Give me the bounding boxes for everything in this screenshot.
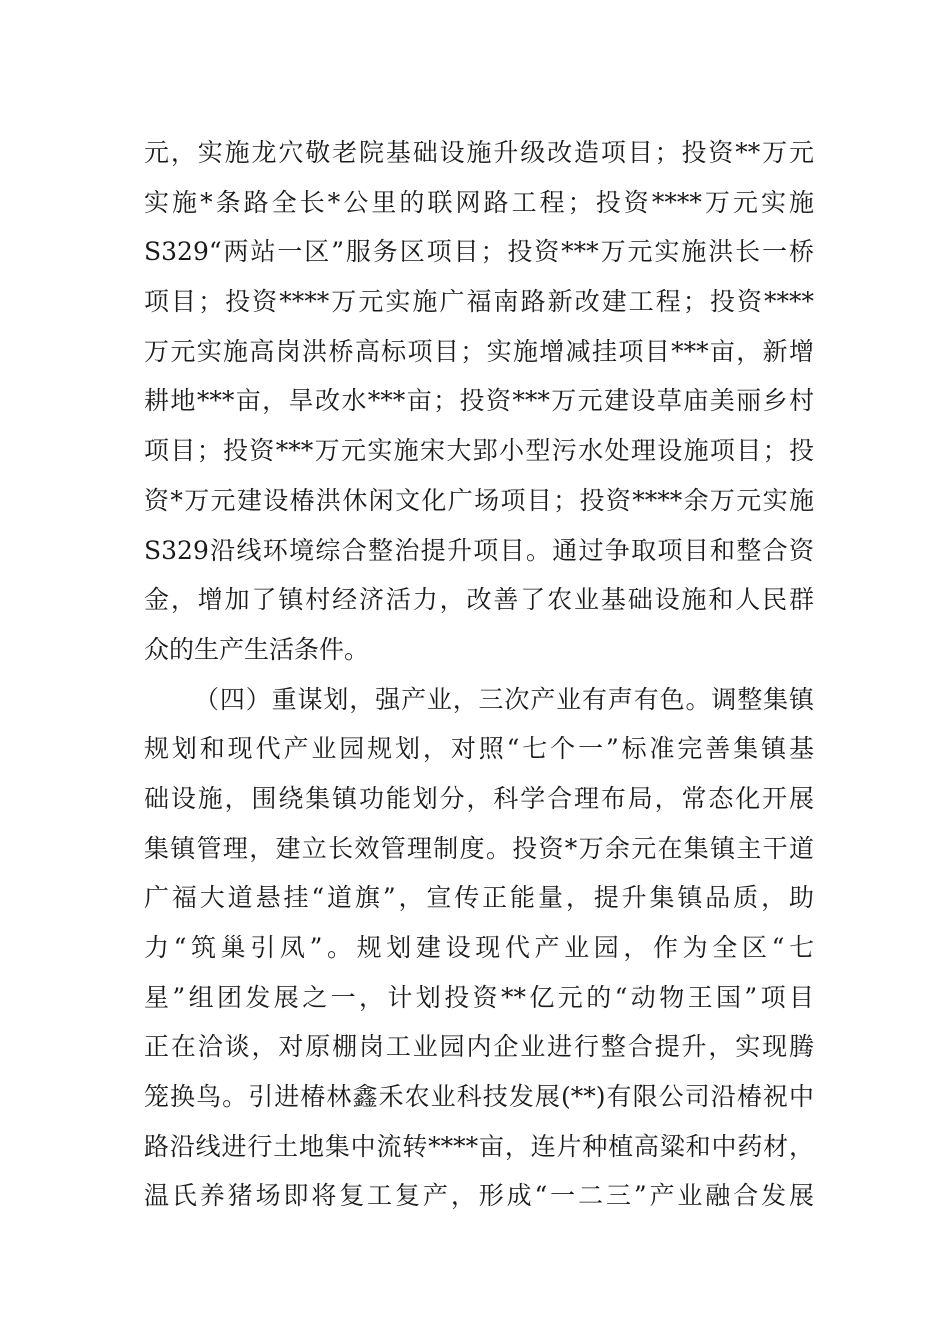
text-line: 广福大道悬挂“道旗”，宣传正能量，提升集镇品质，助	[144, 883, 814, 913]
body-text	[144, 128, 814, 1221]
text-line: 项目；投资***万元实施宋大郢小型污水处理设施项目；投	[144, 436, 814, 466]
text-line: S329“两站一区”服务区项目；投资***万元实施洪长一桥	[144, 237, 814, 267]
text-line: S329沿线环境综合整治提升项目。通过争取项目和整合资	[144, 535, 814, 565]
text-line: 元，实施龙穴敬老院基础设施升级改造项目；投资**万元	[144, 138, 814, 167]
paragraph-end-line: 众的生产生活条件。	[144, 634, 370, 664]
text-line: 实施*条路全长*公里的联网路工程；投资****万元实施	[144, 187, 814, 217]
text-line: 正在洽谈，对原棚岗工业园内企业进行整合提升，实现腾	[144, 1032, 814, 1062]
text-line: 规划和现代产业园规划，对照“七个一”标准完善集镇基	[144, 734, 814, 764]
text-line: 项目；投资****万元实施广福南路新改建工程；投资****	[144, 287, 814, 317]
text-line: 础设施，围绕集镇功能划分，科学合理布局，常态化开展	[144, 783, 814, 813]
text-line: 力“筑巢引凤”。规划建设现代产业园，作为全区“七	[144, 933, 814, 962]
text-line: 笼换鸟。引进椿林鑫禾农业科技发展(**)有限公司沿椿祝中	[144, 1082, 814, 1112]
text-line: 万元实施高岗洪桥高标项目；实施增减挂项目***亩，新增	[144, 336, 814, 366]
text-line: 星”组团发展之一，计划投资**亿元的“动物王国”项目	[144, 982, 814, 1012]
text-line: 路沿线进行土地集中流转****亩，连片种植高粱和中药材，	[144, 1131, 814, 1161]
text-line: 金，增加了镇村经济活力，改善了农业基础设施和人民群	[144, 585, 814, 615]
text-line: 资*万元建设椿洪休闲文化广场项目；投资****余万元实施	[144, 485, 814, 515]
section-heading-line: （四）重谋划，强产业，三次产业有声有色。调整集镇	[194, 684, 814, 714]
text-line: 温氏养猪场即将复工复产，形成“一二三”产业融合发展	[144, 1181, 814, 1211]
text-line: 集镇管理，建立长效管理制度。投资*万余元在集镇主干道	[144, 833, 814, 863]
text-line: 耕地***亩，旱改水***亩；投资***万元建设草庙美丽乡村	[144, 386, 814, 416]
